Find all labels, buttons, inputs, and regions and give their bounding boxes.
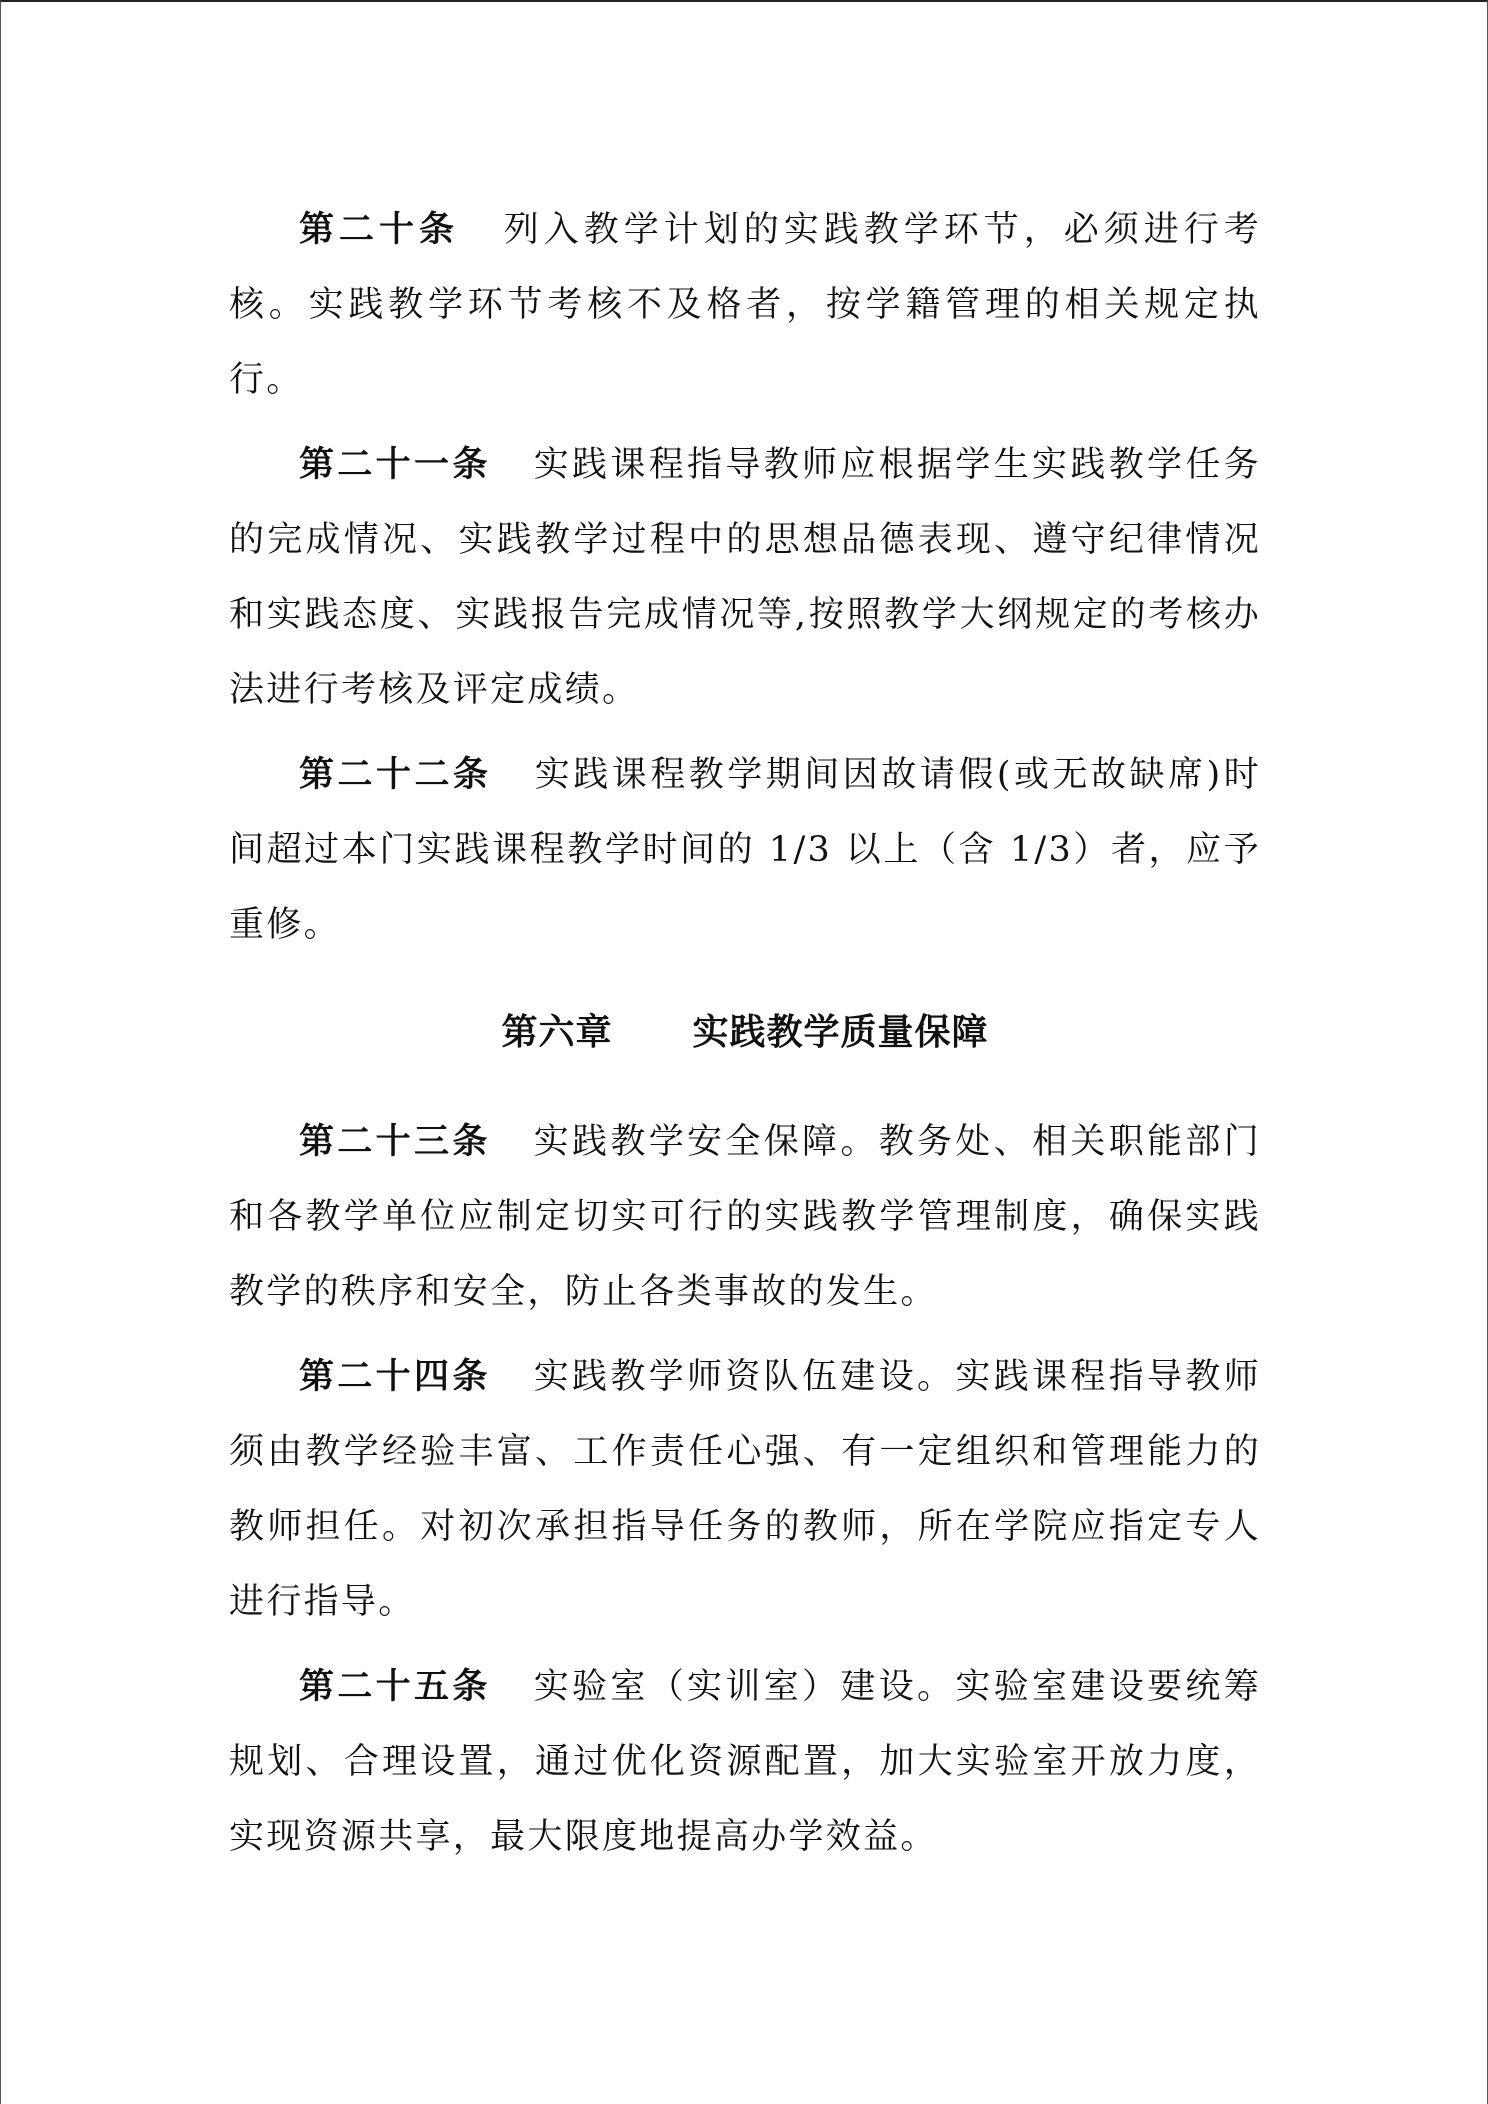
article-number: 第二十五条 bbox=[299, 1666, 491, 1707]
article-number: 第二十四条 bbox=[299, 1356, 491, 1397]
article-number: 第二十二条 bbox=[299, 754, 492, 795]
document-body bbox=[229, 192, 1261, 1875]
chapter-heading bbox=[229, 1012, 1261, 1053]
article-text: 实践课程指导教师应根据学生实践教学任务的完成情况、实践教学过程中的思想品德表现、遵守纪律情况和实践态度、实践报告完成情况等,按照教学大纲规定的考核办法进行考核及评定成绩。 bbox=[229, 445, 1261, 710]
article-number: 第二十三条 bbox=[299, 1121, 491, 1162]
article-text: 实践教学安全保障。教务处、相关职能部门和各教学单位应制定切实可行的实践教学管理制度，确保实践教学的秩序和安全，防止各类事故的发生。 bbox=[229, 1122, 1261, 1312]
article-22 bbox=[229, 737, 1261, 963]
article-number: 第二十一条 bbox=[299, 444, 491, 485]
article-number: 第二十条 bbox=[299, 209, 459, 250]
article-20 bbox=[229, 192, 1261, 418]
article-21 bbox=[229, 427, 1261, 728]
article-25 bbox=[229, 1649, 1261, 1875]
article-text: 实践教学师资队伍建设。实践课程指导教师须由教学经验丰富、工作责任心强、有一定组织和管理能力的教师担任。对初次承担指导任务的教师，所在学院应指定专人进行指导。 bbox=[229, 1357, 1261, 1622]
article-23 bbox=[229, 1104, 1261, 1330]
article-text: 实验室（实训室）建设。实验室建设要统筹规划、合理设置，通过优化资源配置，加大实验室开放力度，实现资源共享，最大限度地提高办学效益。 bbox=[229, 1667, 1261, 1857]
chapter-title: 实践教学质量保障 bbox=[692, 1012, 989, 1053]
article-24 bbox=[229, 1339, 1261, 1640]
article-text: 列入教学计划的实践教学环节，必须进行考核。实践教学环节考核不及格者，按学籍管理的相关规定执行。 bbox=[229, 210, 1261, 400]
chapter-number: 第六章 bbox=[501, 1012, 613, 1053]
article-text: 实践课程教学期间因故请假(或无故缺席)时间超过本门实践课程教学时间的 1/3 以上（含 1/3）者，应予重修。 bbox=[229, 755, 1261, 945]
